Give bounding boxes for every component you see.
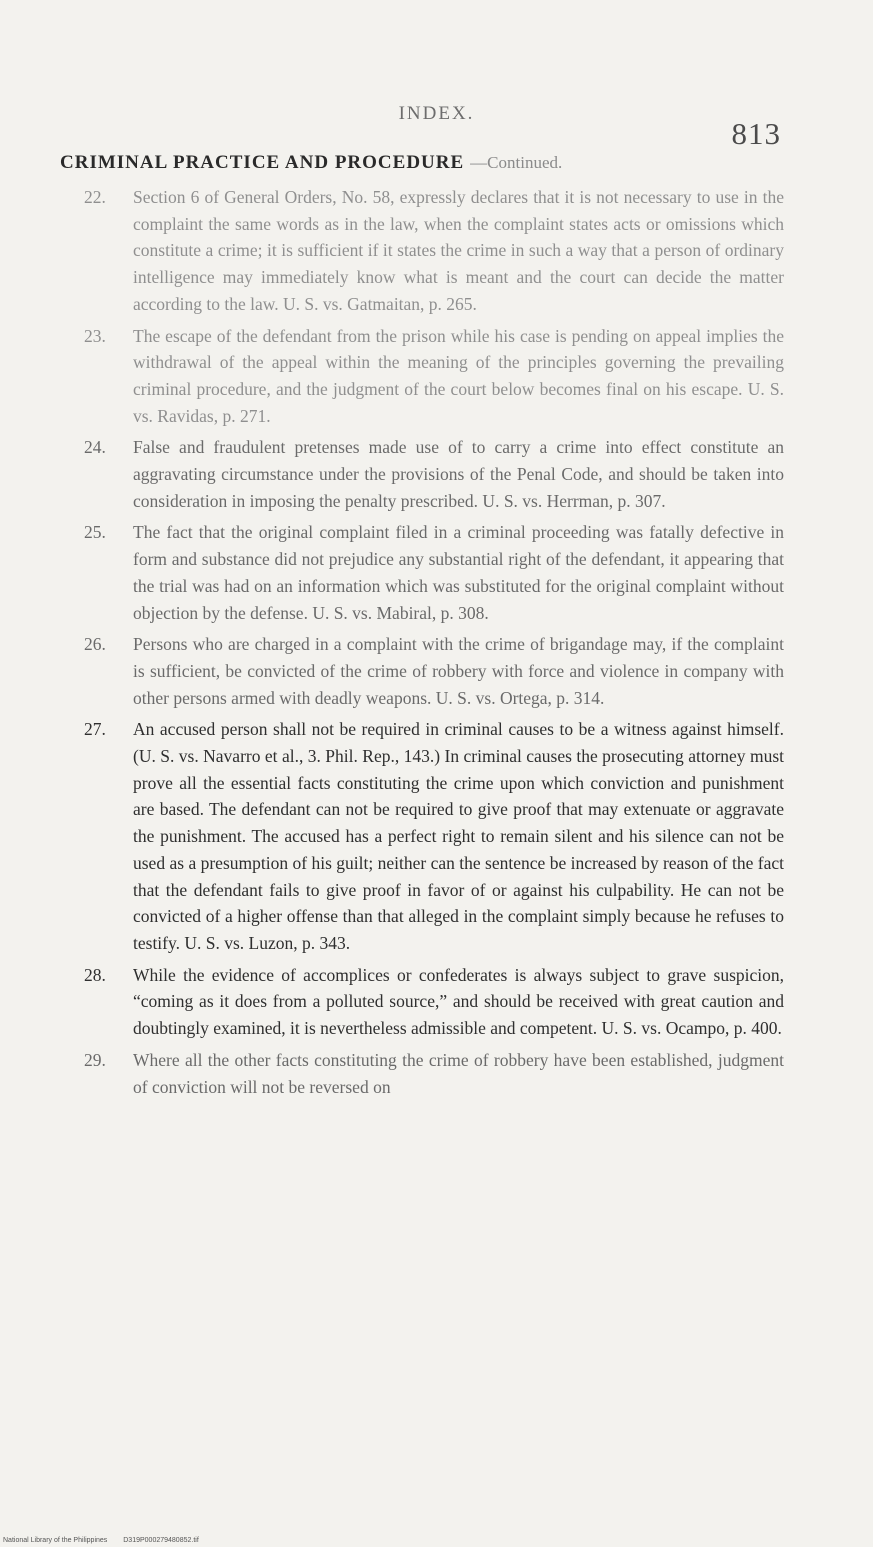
entry-number: 22. xyxy=(84,187,106,207)
entry-text: The escape of the defendant from the prison while his case is pending on appeal implies the withdrawal of the appeal within the meaning of the principles governing the prevailing criminal procedure, and the judgment of the court below becomes final on his escape. U. S. vs. Ravidas, p. 271. xyxy=(133,325,784,426)
entry-number: 28. xyxy=(84,964,106,985)
scan-footer xyxy=(3,1537,213,1544)
section-title: CRIMINAL PRACTICE AND PROCEDURE xyxy=(60,152,465,173)
entry-number: 29. xyxy=(84,1049,106,1070)
entry-number: 26. xyxy=(84,634,106,655)
running-head: INDEX. xyxy=(398,103,475,124)
index-entries xyxy=(84,184,784,1105)
index-entry xyxy=(84,1047,784,1100)
footer-library: National Library of the Philippines xyxy=(3,1537,108,1544)
entry-text: False and fraudulent pretenses made use of to carry a crime into effect constitute an aggravating circumstance under the provisions of the Penal Code, and should be taken into consideration in imposing the penalty prescribed. U. S. vs. Herrman, p. 307. xyxy=(133,437,784,511)
section-heading xyxy=(60,152,840,174)
index-entry xyxy=(84,519,784,626)
entry-number: 25. xyxy=(84,522,106,543)
entry-number: 23. xyxy=(84,325,106,346)
page-number: 813 xyxy=(731,116,781,151)
entry-number: 27. xyxy=(84,719,106,740)
section-continued: —Continued. xyxy=(470,153,563,172)
index-entry xyxy=(84,323,784,430)
index-entry xyxy=(84,184,784,318)
entry-number: 24. xyxy=(84,437,106,458)
index-entry xyxy=(84,631,784,711)
entry-text: While the evidence of accomplices or confederates is always subject to grave suspicion, “coming as it does from a polluted source,” and should be received with great caution and doubtingly examined, it is nevertheless admissible and competent. U. S. vs. Ocampo, p. 400. xyxy=(133,964,784,1039)
entry-text: Persons who are charged in a complaint with the crime of brigandage may, if the complaint is sufficient, be convicted of the crime of robbery with force and violence in company with other persons armed with deadly weapons. U. S. vs. Ortega, p. 314. xyxy=(133,634,784,708)
footer-code: D319P000279480852.tif xyxy=(123,1537,199,1544)
entry-text: An accused person shall not be required in criminal causes to be a witness against himself. (U. S. vs. Navarro et al., 3. Phil. Rep., 143.) In criminal causes the prosecuting attorney must prove all the essential facts constituting the crime upon which conviction and punishment are based. The defendant can not be required to give proof that may extenuate or aggravate the punishment. The accused has a perfect right to remain silent and his silence can not be used as a presumption of his guilt; neither can the sentence be increased by reason of the fact that the defendant fails to give proof in favor of or against his culpability. He can not be convicted of a higher offense than that alleged in the complaint simply because he refuses to testify. U. S. vs. Luzon, p. 343. xyxy=(133,719,784,953)
entry-text: The fact that the original complaint filed in a criminal proceeding was fatally defective in form and substance did not prejudice any substantial right of the defendant, it appearing that the trial was had on an information which was substituted for the original complaint without objection by the defense. U. S. vs. Mabiral, p. 308. xyxy=(133,522,784,623)
entry-text: Where all the other facts constituting the crime of robbery have been established, judgment of conviction will not be reversed on xyxy=(133,1049,784,1097)
index-entry xyxy=(84,434,784,514)
index-entry xyxy=(84,962,784,1042)
entry-text: Section 6 of General Orders, No. 58, expressly declares that it is not necessary to use in the complaint the same words as in the law, when the complaint states acts or omissions which constitute a crime; it is sufficient if it states the crime in such a way that a person of ordinary intelligence may immediately know what is meant and the court can decide the matter according to the law. U. S. vs. Gatmaitan, p. 265. xyxy=(133,187,784,314)
index-entry xyxy=(84,716,784,956)
